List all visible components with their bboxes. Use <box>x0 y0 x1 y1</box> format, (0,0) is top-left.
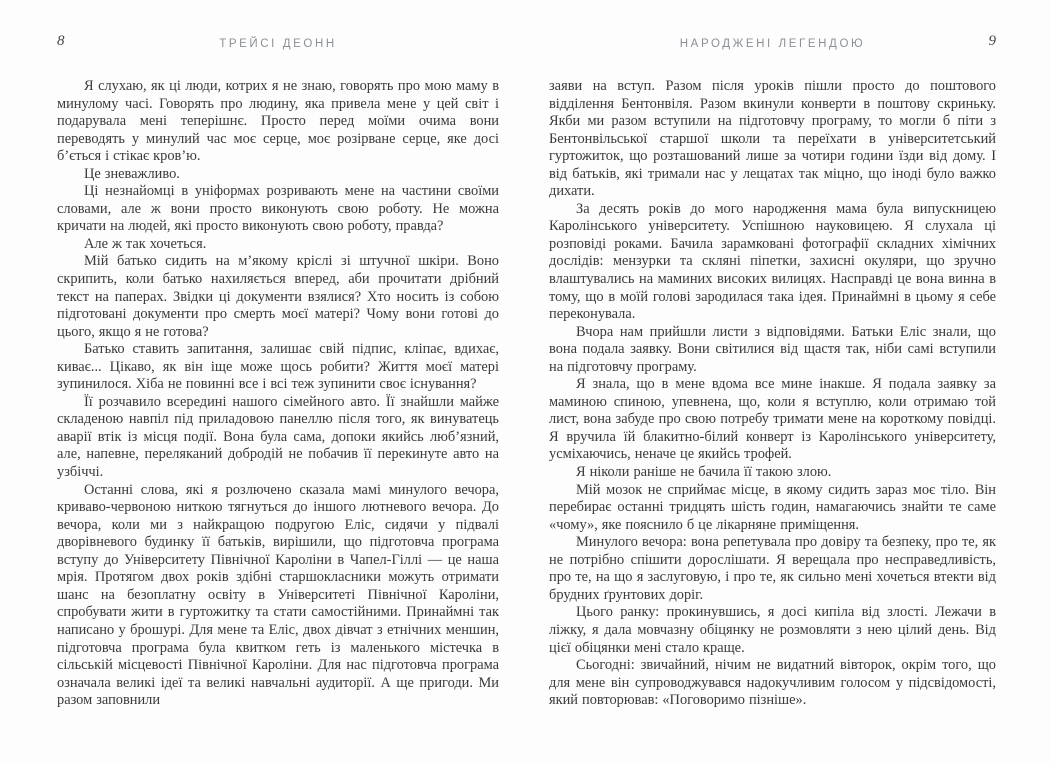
paragraph: Останні слова, які я розлючено сказала мамі минулого вечора, криваво-червоною ниткою тягнуться до іншого лютневого вечора. До вечора, коли ми з найкращою подругою Еліс, сидячи у підвалі дворівневого будинку її батьків, вирішили, що підготовча програма вступу до Університету Північної Кароліни в Чапел-Гіллі — це наша мрія. Протягом двох років здібні старшокласники можуть отримати шанс на безоплатну освіту в Університеті Північної Кароліни, спробувати жити в гуртожитку та стати самостійними. Принаймні так написано у брошурі. Для мене та Еліс, двох дівчат з етнічних меншин, підготовча програма була квитком геть із маленького містечка в сільській місцевості Північної Кароліни. Для нас підготовча програма означала великі ідеї та великі навчальні аудиторії. А ще пригоди. Ми разом заповнили <box>57 481 499 709</box>
page-number-left: 8 <box>57 33 65 49</box>
paragraph: Я ніколи раніше не бачила її такою злою. <box>576 464 832 481</box>
paragraph: Минулого вечора: вона репетувала про довіру та безпеку, про те, як не потрібно спішити дорослішати. Я верещала про несправедливість, про те, на що я заслуговую, і про те, як сильно мені хочеться втекти від брудних ґрунтових доріг. <box>549 534 996 603</box>
paragraph: Це зневажливо. <box>84 165 180 182</box>
paragraph: Її розчавило всередині нашого сімейного авто. Її знайшли майже складеною навпіл під приладовою панеллю після того, як винуватець аварії втік із місця події. Вона була сама, допоки якийсь люб’язний, але, напевне, переляканий добродій не побачив її перекинуте авто на узбіччі. <box>57 393 499 481</box>
paragraph: За десять років до мого народження мама була випускницею Каролінського університету. Успішною науковицею. Я слухала ці розповіді роками. Бачила зарамковані фотографії складних хімічних дослідів: мензурки та скляні піпетки, захисні окуляри, що зручно влаштувались на маминих високих вилицях. Насправді це вона винна в тому, що в моїй голові зародилася така ідея. Принаймні в цьому я себе переконувала. <box>549 200 996 323</box>
right-page-text <box>549 78 996 710</box>
paragraph: Мій батько сидить на м’якому кріслі зі штучної шкіри. Воно скрипить, коли батько нахиляється вперед, аби прочитати дрібний текст на паперах. Звідки ці документи взялися? Хто носить із собою підготовані документи про смерть моєї матері? Чому вони готові до цього, якщо я не готова? <box>57 253 499 340</box>
running-head-right: НАРОДЖЕНІ ЛЕГЕНДОЮ <box>679 38 866 50</box>
paragraph: Але ж так хочеться. <box>84 235 207 252</box>
left-page-text <box>57 78 499 710</box>
paragraph: Ці незнайомці в уніформах розривають мене на частини своїми словами, але ж вони просто виконують свою роботу. Не можна кричати на людей, які просто виконують свою роботу, правда? <box>57 183 499 235</box>
running-head-left: ТРЕЙСІ ДЕОНН <box>219 38 337 50</box>
paragraph: Мій мозок не сприймає місце, в якому сидить зараз моє тіло. Він перебирає останні тридцять шість годин, намагаючись знайти те саме «чому», яке пояснило б це лікарняне приміщення. <box>549 481 996 533</box>
paragraph: Вчора нам прийшли листи з відповідями. Батьки Еліс знали, що вона подала заявку. Вони світилися від щастя так, ніби самі вступили на підготовчу програму. <box>549 323 996 375</box>
right-page-header <box>549 34 996 52</box>
paragraph: Сьогодні: звичайний, нічим не видатний вівторок, окрім того, що для мене він супроводжувався надокучливим голосом у підсвідомості, який повторював: «Поговоримо пізніше». <box>549 657 996 709</box>
right-page <box>525 0 1050 764</box>
paragraph: Батько ставить запитання, залишає свій підпис, кліпає, вдихає, киває... Цікаво, як він іще може щось робити? Життя моєї матері зупинилося. Хіба не повинні все і всі теж зупинити своє існування? <box>57 341 499 393</box>
paragraph: Цього ранку: прокинувшись, я досі кипіла від злості. Лежачи в ліжку, я дала мовчазну обіцянку не розмовляти з нею цілий день. Від цієї обіцянки мені стало краще. <box>549 604 996 656</box>
left-page-header <box>57 34 499 52</box>
page-number-right: 9 <box>988 33 996 49</box>
paragraph: Я слухаю, як ці люди, котрих я не знаю, говорять про мою маму в минулому часі. Говорять про людину, яка привела мене у цей світ і подарувала мені теперішнє. Просто перед моїми очима вони переводять у минулий час моє серце, моє розірване серце, яке досі б’ється і стікає кров’ю. <box>57 78 499 165</box>
paragraph: Я знала, що в мене вдома все мине інакше. Я подала заявку за маминою спиною, упевнена, що, коли я вступлю, коли отримаю той лист, вона забуде про свою потребу тримати мене на короткому повідці. Я вручила їй блакитно-білий конверт із Каролінського університету, усміхаючись, неначе це якийсь трофей. <box>549 376 996 463</box>
paragraph: заяви на вступ. Разом після уроків пішли просто до поштового відділення Бентонвіля. Разом вкинули конверти в поштову скриньку. Якби ми разом вступили на підготовчу програму, то могли б піти з Бентонвільської старшої школи та переїхати в університетський гуртожиток, що розташований лише за чотири години їзди від дому. І від батьків, які тримали нас у лещатах так міцно, що іноді було важко дихати. <box>549 78 996 200</box>
